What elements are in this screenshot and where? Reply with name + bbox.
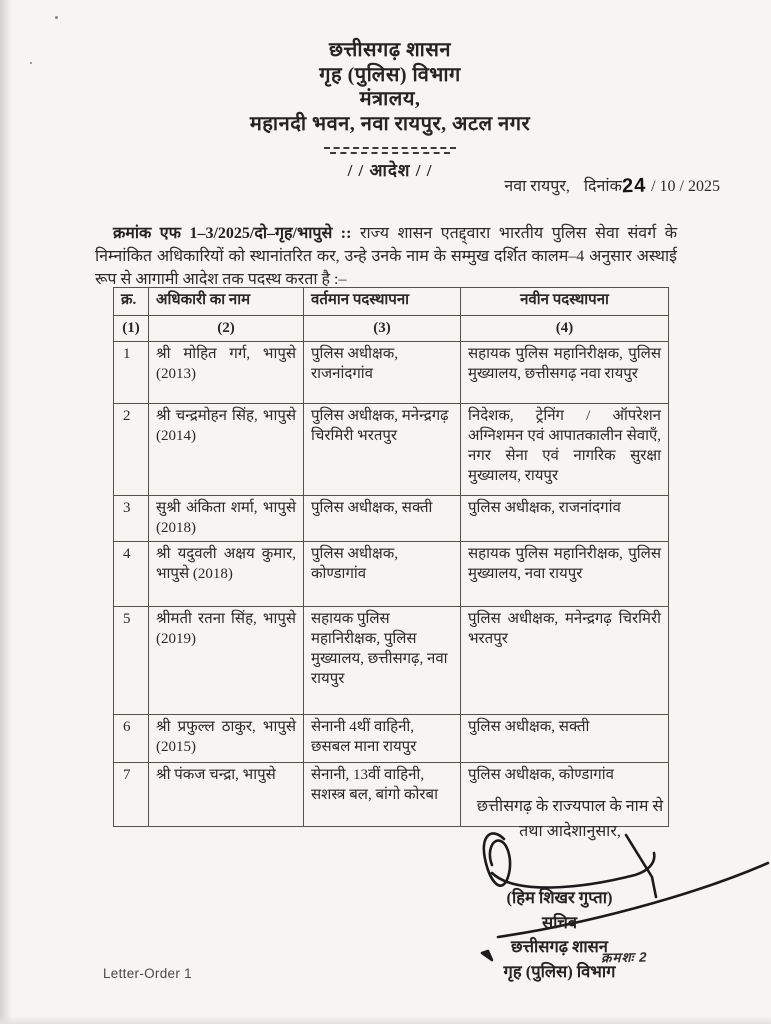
officer-name: सुश्री अंकिता शर्मा, भापुसे (2018) xyxy=(149,496,304,542)
table-row xyxy=(114,342,669,404)
signatory-name: (हिम शिखर गुप्ता) xyxy=(506,888,613,907)
table-row xyxy=(114,715,669,763)
header-divider xyxy=(40,147,740,157)
signature-underline-stroke xyxy=(492,853,654,888)
ministry-line: मंत्रालय, xyxy=(359,88,421,110)
date-rest: / 10 / 2025 xyxy=(651,178,720,195)
government-name: छत्तीसगढ़ शासन xyxy=(329,39,451,61)
current-posting: पुलिस अधीक्षक, कोण्डागांव xyxy=(304,542,461,607)
order-intro-paragraph xyxy=(95,222,677,291)
date-place: नवा रायपुर, xyxy=(504,178,570,195)
order-reference-number: क्रमांक एफ 1–3/2025/दो–गृह/भापुसे :: xyxy=(113,225,352,242)
scan-speck xyxy=(30,62,32,64)
officer-name: श्रीमती रतना सिंह, भापुसे (2019) xyxy=(149,607,304,715)
department-name: गृह (पुलिस) विभाग xyxy=(319,63,461,86)
col-number: (1) xyxy=(114,316,149,342)
officer-name: श्री यदुवली अक्षय कुमार, भापुसे (2018) xyxy=(149,542,304,607)
current-posting: पुलिस अधीक्षक, राजनांदगांव xyxy=(304,342,461,404)
divider-dash-top xyxy=(324,147,456,149)
new-posting: सहायक पुलिस महानिरीक्षक, पुलिस मुख्यालय, छत्तीसगढ़ नवा रायपुर xyxy=(461,342,669,404)
row-serial: 1 xyxy=(114,342,149,404)
col-header-officer-name: अधिकारी का नाम xyxy=(149,288,304,316)
current-posting: सहायक पुलिस महानिरीक्षक, पुलिस मुख्यालय, छत्तीसगढ़, नवा रायपुर xyxy=(304,607,461,715)
signatory-org-line1: छत्तीसगढ़ शासन xyxy=(511,937,608,956)
handwritten-day: 24 xyxy=(621,174,647,198)
new-posting: सहायक पुलिस महानिरीक्षक, पुलिस मुख्यालय, नवा रायपुर xyxy=(461,542,669,607)
table-row xyxy=(114,404,669,496)
transfer-order-table xyxy=(113,287,669,827)
signatory-org-line2: गृह (पुलिस) विभाग xyxy=(503,961,616,981)
new-posting: पुलिस अधीक्षक, सक्ती xyxy=(461,715,669,763)
row-serial: 5 xyxy=(114,607,149,715)
row-serial: 2 xyxy=(114,404,149,496)
continued-note: क्रमशः 2 xyxy=(600,949,648,966)
table-row xyxy=(114,542,669,607)
column-number-row xyxy=(114,316,669,342)
new-posting: निदेशक, ट्रेनिंग / ऑपरेशन अग्निशमन एवं आपातकालीन सेवाएँ, नगर सेना एवं नागरिक सुरक्षा मुख्यालय, रायपुर xyxy=(461,404,669,496)
row-serial: 6 xyxy=(114,715,149,763)
officer-name: श्री प्रफुल्ल ठाकुर, भापुसे (2015) xyxy=(149,715,304,763)
col-header-new-posting: नवीन पदस्थापना xyxy=(461,288,669,316)
date-line xyxy=(504,174,720,197)
col-header-current-posting: वर्तमान पदस्थापना xyxy=(304,288,461,316)
address-line: महानदी भवन, नवा रायपुर, अटल नगर xyxy=(249,112,531,135)
current-posting: पुलिस अधीक्षक, मनेन्द्रगढ़ चिरमिरी भरतपुर xyxy=(304,404,461,496)
authority-line-1: छत्तीसगढ़ के राज्यपाल के नाम से xyxy=(476,798,664,815)
row-serial: 7 xyxy=(114,763,149,827)
scan-speck xyxy=(55,16,58,19)
new-posting: पुलिस अधीक्षक, राजनांदगांव xyxy=(461,496,669,542)
current-posting: सेनानी 4थीं वाहिनी, छसबल माना रायपुर xyxy=(304,715,461,763)
new-posting: पुलिस अधीक्षक, कोण्डागांव xyxy=(461,763,669,827)
table-row xyxy=(114,607,669,715)
col-number: (3) xyxy=(304,316,461,342)
row-serial: 3 xyxy=(114,496,149,542)
order-intro-text: राज्य शासन एतद्द्वारा भारतीय पुलिस सेवा संवर्ग के निम्नांकित अधिकारियों को स्थानांतरित कर, उन्हे उनके नाम के सम्मुख दर्शित कालम–4 अनुसार अस्थाई रूप से आगामी आदेश तक पदस्थ करता है :– xyxy=(95,225,677,288)
table-header-row xyxy=(114,288,669,316)
signatory-title: सचिव xyxy=(541,912,578,932)
col-number: (2) xyxy=(149,316,304,342)
col-number: (4) xyxy=(461,316,669,342)
order-title: / / आदेश / / xyxy=(347,161,433,180)
officer-name: श्री पंकज चन्द्रा, भापुसे xyxy=(149,763,304,827)
document-footer-label: Letter-Order 1 xyxy=(103,966,192,981)
table-row xyxy=(114,496,669,542)
officer-name: श्री चन्द्रमोहन सिंह, भापुसे (2014) xyxy=(149,404,304,496)
col-header-serial: क्र. xyxy=(114,288,149,316)
row-serial: 4 xyxy=(114,542,149,607)
new-posting: पुलिस अधीक्षक, मनेन्द्रगढ़ चिरमिरी भरतपुर xyxy=(461,607,669,715)
date-label: दिनांक xyxy=(583,178,622,195)
divider-dash-bottom xyxy=(330,152,450,154)
current-posting: सेनानी, 13वीं वाहिनी, सशस्त्र बल, बांगो कोरबा xyxy=(304,763,461,827)
letterhead xyxy=(40,38,740,136)
scan-edge-shadow-left xyxy=(0,0,12,1024)
scan-edge-shadow-bottom xyxy=(0,1016,771,1024)
authority-line-2: तथा आदेशानुसार, xyxy=(519,823,621,840)
current-posting: पुलिस अधीक्षक, सक्ती xyxy=(304,496,461,542)
officer-name: श्री मोहित गर्ग, भापुसे (2013) xyxy=(149,342,304,404)
signatory-block xyxy=(452,886,667,984)
